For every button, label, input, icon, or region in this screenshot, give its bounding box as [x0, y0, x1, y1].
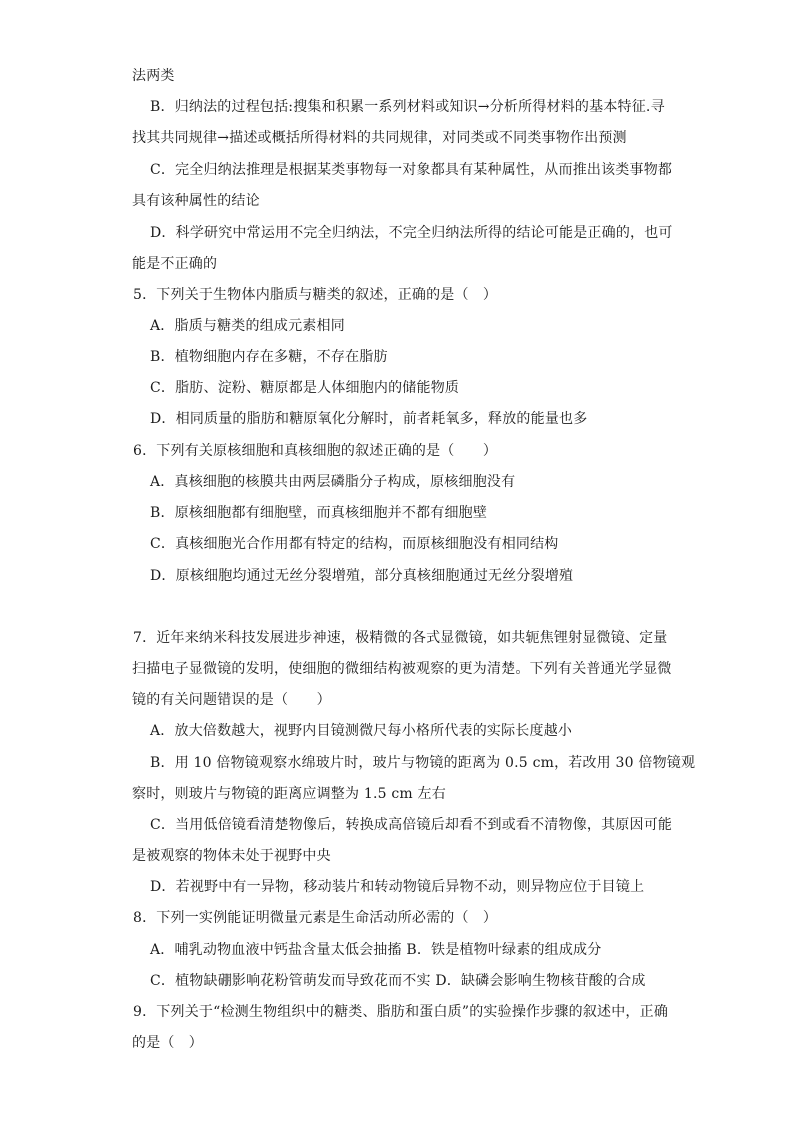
q4-option-d-line2: 能是不正确的	[132, 256, 218, 272]
q4-option-c-line2: 具有该种属性的结论	[132, 193, 260, 209]
q9-stem-line2: 的是（ ）	[132, 1035, 203, 1051]
q6-option-c: C．真核细胞光合作用都有特定的结构，而原核细胞没有相同结构	[150, 536, 559, 552]
q5-stem: 5．下列关于生物体内脂质与糖类的叙述，正确的是（ ）	[133, 287, 498, 303]
q5-option-a: A．脂质与糖类的组成元素相同	[150, 318, 345, 334]
q7-option-b-line2: 察时，则玻片与物镜的距离应调整为 1.5 cm 左右	[132, 786, 446, 802]
q7-stem-line2: 扫描电子显微镜的发明，使细胞的微细结构被观察的更为清楚。下列有关普通光学显微	[132, 661, 672, 677]
q7-option-d: D．若视野中有一异物，移动装片和转动物镜后异物不动，则异物应位于目镜上	[150, 879, 645, 895]
q8-stem: 8．下列一实例能证明微量元素是生命活动所必需的（ ）	[133, 910, 498, 926]
q4-option-b-line2: 找其共同规律→描述或概括所得材料的共同规律，对同类或不同类事物作出预测	[132, 130, 627, 146]
q7-option-c-line1: C．当用低倍镜看清楚物像后，转换成高倍镜后却看不到或看不清物像，其原因可能	[150, 817, 673, 833]
q8-options-cd: C．植物缺硼影响花粉管萌发而导致花而不实 D．缺磷会影响生物核苷酸的合成	[150, 973, 646, 989]
q6-option-a: A．真核细胞的核膜共由两层磷脂分子构成，原核细胞没有	[150, 474, 516, 490]
q4-option-c-line1: C．完全归纳法推理是根据某类事物每一对象都具有某种属性，从而推出该类事物都	[150, 162, 673, 178]
q6-stem: 6．下列有关原核细胞和真核细胞的叙述正确的是（ ）	[133, 443, 498, 459]
q6-option-d: D．原核细胞均通过无丝分裂增殖，部分真核细胞通过无丝分裂增殖	[150, 568, 574, 584]
q5-option-d: D．相同质量的脂肪和糖原氧化分解时，前者耗氧多，释放的能量也多	[150, 411, 588, 427]
q6-option-b: B．原核细胞都有细胞壁，而真核细胞并不都有细胞壁	[150, 505, 488, 521]
q7-stem-line1: 7．近年来纳米科技发展进步神速，极精微的各式显微镜，如共轭焦锂射显微镜、定量	[133, 630, 668, 646]
q9-stem-line1: 9．下列关于“检测生物组织中的糖类、脂肪和蛋白质”的实验操作步骤的叙述中，正确	[133, 1004, 669, 1020]
q7-stem-line3: 镜的有关问题错误的是（ ）	[132, 692, 331, 708]
q8-options-ab: A．哺乳动物血液中钙盐含量太低会抽搐 B．铁是植物叶绿素的组成成分	[150, 942, 602, 958]
q4-option-b-line1: B．归纳法的过程包括:搜集和积累一系列材料或知识→分析所得材料的基本特征.寻	[150, 99, 665, 115]
q7-option-b-line1: B．用 10 倍物镜观察水绵玻片时，玻片与物镜的距离为 0.5 cm，若改用 30 倍物镜观	[150, 755, 696, 771]
q4-option-d-line1: D．科学研究中常运用不完全归纳法，不完全归纳法所得的结论可能是正确的，也可	[150, 225, 673, 241]
q4-stem-tail: 法两类	[132, 68, 175, 84]
q5-option-c: C．脂肪、淀粉、糖原都是人体细胞内的储能物质	[150, 380, 460, 396]
q7-option-c-line2: 是被观察的物体未处于视野中央	[132, 848, 331, 864]
q7-option-a: A．放大倍数越大，视野内目镜测微尺每小格所代表的实际长度越小	[150, 723, 573, 739]
q5-option-b: B．植物细胞内存在多糖，不存在脂肪	[150, 349, 388, 365]
